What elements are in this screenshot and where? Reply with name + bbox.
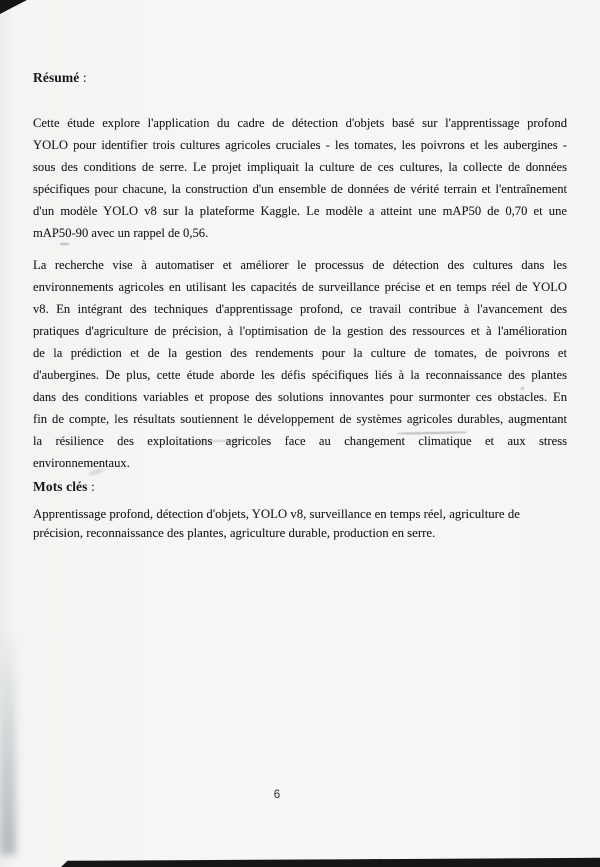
- text-line: Apprentissage profond, détection d'objets, YOLO v8, surveillance en temps réel, agriculture de: [33, 507, 520, 521]
- abstract-paragraph-1: [33, 112, 567, 244]
- keywords-heading-label: Mots clés: [33, 479, 88, 494]
- text-line: environnementaux.: [33, 456, 130, 470]
- abstract-heading-label: Résumé: [33, 70, 80, 85]
- scan-edge-smudge: [0, 630, 16, 855]
- text-line: environnements agricoles en utilisant les capacités de surveillance précise et en temps réel de YOLO: [33, 280, 567, 294]
- text-line: la résilience des exploitations agricoles face au changement climatique et aux stress: [33, 434, 567, 448]
- abstract-heading-colon: :: [79, 70, 87, 85]
- text-line: sous des conditions de serre. Le projet impliquait la culture de ces cultures, la collecte de données: [33, 160, 567, 174]
- scan-bottom-bar-artifact: [61, 857, 600, 867]
- text-line: d'un modèle YOLO v8 sur la plateforme Kaggle. Le modèle a atteint une mAP50 de 0,70 et une: [33, 204, 567, 218]
- text-line: dans des conditions variables et propose des solutions innovantes pour surmonter ces obstacles. En: [33, 390, 567, 404]
- text-line: pratiques d'agriculture de précision, à l'optimisation de la gestion des ressources et à l'amélioration: [33, 324, 567, 338]
- text-line: d'aubergines. De plus, cette étude aborde les défis spécifiques liés à la reconnaissance des plantes: [33, 368, 567, 382]
- text-line: fin de compte, les résultats soutiennent le développement de systèmes agricoles durables, augmentant: [33, 412, 567, 426]
- page-number: 6: [273, 789, 281, 801]
- scan-corner-artifact: [0, 0, 27, 14]
- text-line: v8. En intégrant des techniques d'apprentissage profond, ce travail contribue à l'avancement des: [33, 302, 567, 316]
- text-line: YOLO pour identifier trois cultures agricoles cruciales - les tomates, les poivrons et les aubergines -: [33, 138, 567, 152]
- text-line: mAP50-90 avec un rappel de 0,56.: [33, 226, 209, 240]
- keywords-text: [33, 505, 567, 543]
- text-line: Cette étude explore l'application du cadre de détection d'objets basé sur l'apprentissage profond: [33, 116, 567, 130]
- abstract-heading: [33, 70, 87, 86]
- keywords-heading-colon: :: [87, 479, 95, 494]
- text-line: de la prédiction et de la gestion des rendements pour la culture de tomates, de poivrons et: [33, 346, 567, 360]
- text-line: La recherche vise à automatiser et améliorer le processus de détection des cultures dans les: [33, 258, 567, 272]
- text-line: spécifiques pour chacune, la construction d'un ensemble de données de vérité terrain et l'entraînement: [33, 182, 567, 196]
- keywords-heading: [33, 479, 95, 495]
- abstract-paragraph-2: [33, 254, 567, 474]
- text-line: précision, reconnaissance des plantes, agriculture durable, production en serre.: [33, 526, 436, 540]
